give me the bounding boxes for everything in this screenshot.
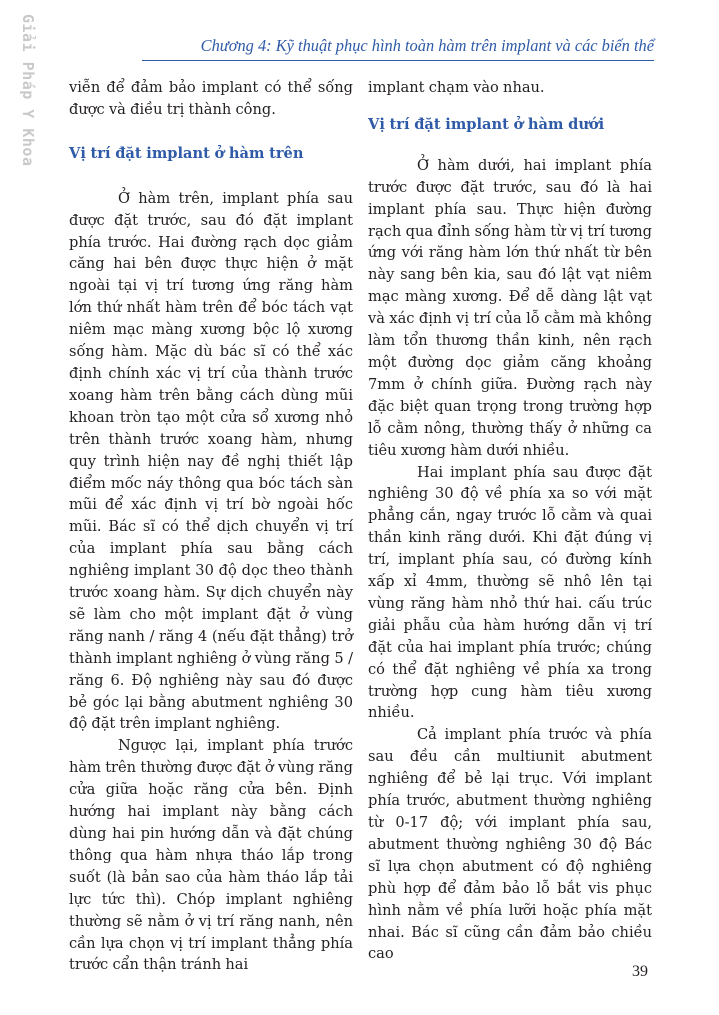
right-paragraph-3: Cả implant phía trước và phía sau đều cần multiunit abutment nghiêng để bẻ lại trục. Với implant phía trước, abutment thường nghiêng từ 0-17 độ; với implant phía sau, abutment thường nghiêng 30 độ Bác sĩ lựa chọn abutment có độ nghiêng phù hợp để đảm bảo lỗ bắt vis phục hình nằm về phía lưỡi hoặc phía mặt nhai. Bác sĩ cũng cần đảm bảo chiều cao [368, 726, 652, 963]
page-number: 39 [632, 963, 648, 980]
spacer [69, 165, 353, 188]
spacer [368, 136, 652, 155]
header-rule [142, 60, 654, 61]
left-paragraph-2: Ngược lại, implant phía trước hàm trên thường được đặt ở vùng răng cửa giữa hoặc răng cửa bên. Định hướng hai implant này bằng cách dùng hai pin hướng dẫn và đặt chúng thông qua hàm nhựa tháo lắp trong suốt (là bản sao của hàm tháo lắp tải lực tức thì). Chóp implant nghiêng thường sẽ nằm ở vị trí răng nanh, nên cần lựa chọn vị trí implant thẳng phía trước cẩn thận tránh hai [69, 737, 353, 974]
spacer [368, 99, 652, 114]
side-brand-watermark: Giải Pháp Y Khoa [19, 14, 37, 167]
left-paragraph-1: Ở hàm trên, implant phía sau được đặt trước, sau đó đặt implant phía trước. Hai đường rạch dọc giảm căng hai bên được thực hiện ở mặt ngoài tại vị trí tương ứng răng hàm lớn thứ nhất hàm trên để bóc tách vạt niêm mạc màng xương bộc lộ xương sống hàm. Mặc dù bác sĩ có thể xác định chính xác vị trí của thành trước xoang hàm trên bằng cách dùng mũi khoan tròn tạo một cửa sổ xương nhỏ trên thành trước xoang hàm, nhưng quy trình hiện nay đề nghị thiết lập điểm mốc náy thông qua bóc tách sàn mũi để xác định vị trí bờ ngoài hốc mũi. Bác sĩ có thể dịch chuyển vị trí của implant phía sau bằng cách nghiêng implant 30 độ dọc theo thành trước xoang hàm. Sự dịch chuyển này sẽ làm cho một implant đặt ở vùng răng nanh / răng 4 (nếu đặt thẳng) trở thành implant nghiêng ở vùng răng 5 / răng 6. Độ nghiêng này sau đó được bẻ góc lại bằng abutment nghiêng 30 độ đặt trên implant nghiêng. [69, 189, 353, 733]
right-paragraph-2: Hai implant phía sau được đặt nghiêng 30 độ về phía xa so với mặt phẳng cắn, ngay trước lỗ cằm và quai thần kinh răng dưới. Khi đặt đúng vị trí, implant phía sau, có đường kính xấp xỉ 4mm, thường sẽ nhô lên tại vùng răng hàm nhỏ thứ hai. cấu trúc giải phẫu của hàm hướng dẫn vị trí đặt của hai implant phía trước; chúng có thể đặt nghiêng về phía xa trong trường hợp cung hàm tiêu xương nhiều. [368, 463, 652, 722]
right-column [368, 77, 652, 965]
left-column [69, 77, 353, 976]
right-paragraph-1: Ở hàm dưới, hai implant phía trước được đặt trước, sau đó là hai implant phía sau. Thực hiện đường rạch qua đỉnh sống hàm từ vị trí tương ứng với răng hàm lớn thứ nhất từ bên này sang bên kia, sau đó lật vạt niêm mạc màng xương. Để dễ dàng lật vạt và xác định vị trí của lỗ cằm mà không làm tổn thương thần kinh, nên rạch một đường dọc giảm căng khoảng 7mm ở chính giữa. Đường rạch này đặc biệt quan trọng trong trường hợp lỗ cằm nông, thường thấy ở những ca tiêu xương hàm dưới nhiều. [368, 156, 652, 459]
section-heading-lower-jaw: Vị trí đặt implant ở hàm dưới [368, 115, 605, 133]
spacer [69, 121, 353, 143]
section-heading-upper-jaw: Vị trí đặt implant ở hàm trên [69, 144, 304, 162]
left-paragraph-continuation: viễn để đảm bảo implant có thể sống được và điều trị thành công. [69, 79, 353, 118]
right-paragraph-continuation: implant chạm vào nhau. [368, 79, 545, 96]
chapter-header: Chương 4: Kỹ thuật phục hình toàn hàm trên implant và các biến thể [200, 36, 654, 55]
